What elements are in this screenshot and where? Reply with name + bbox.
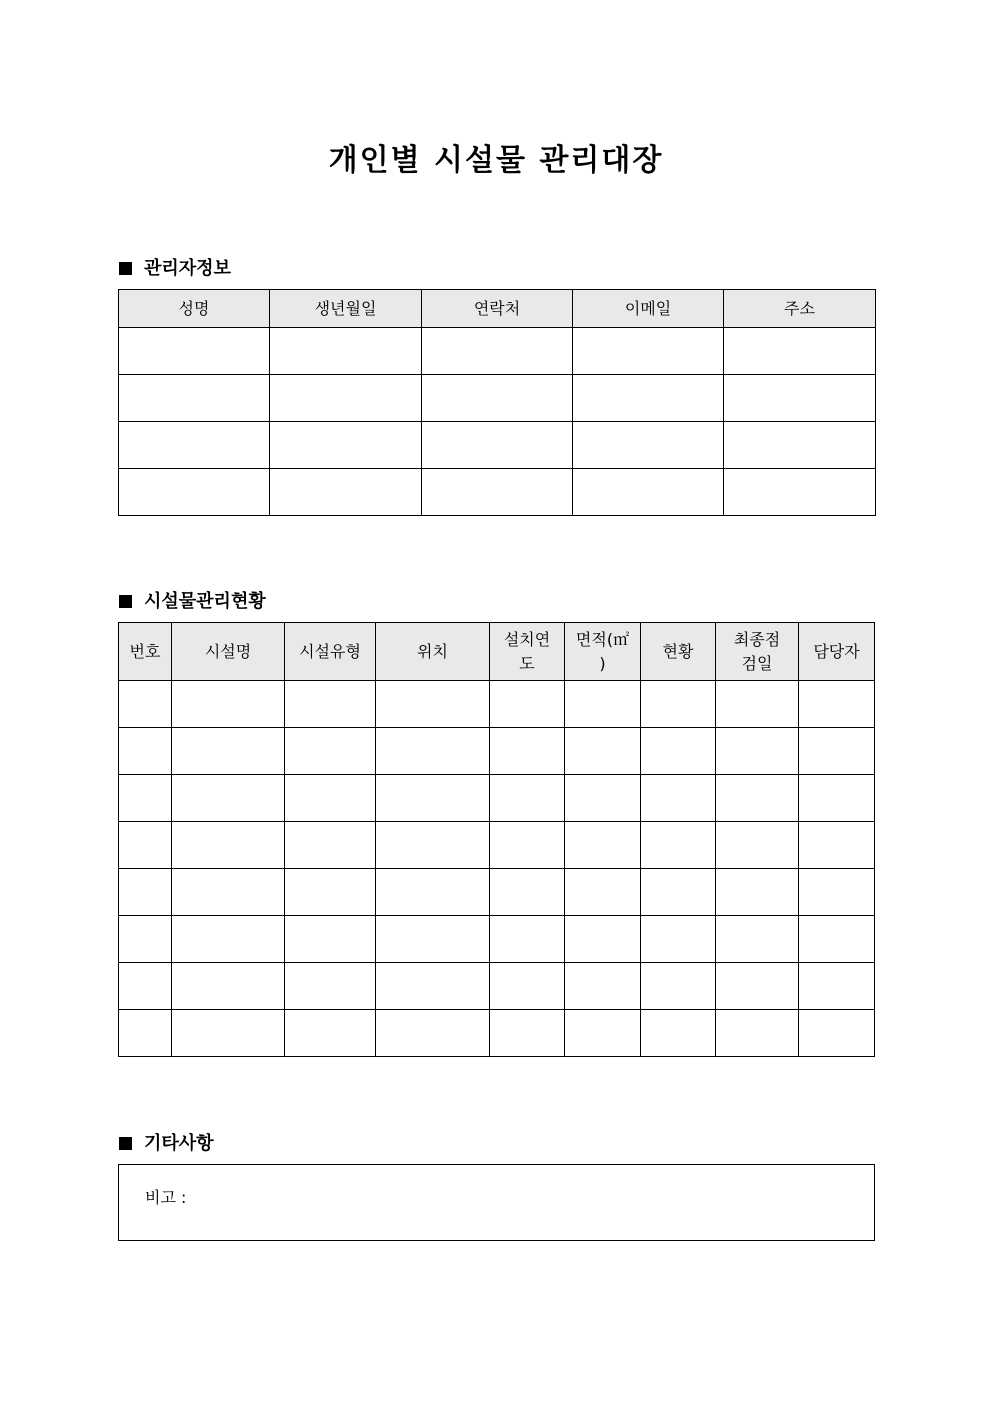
- facility-cell[interactable]: [799, 963, 875, 1010]
- section-heading-manager-info: 관리자정보: [119, 254, 231, 280]
- facility-cell[interactable]: [172, 822, 285, 869]
- facility-cell[interactable]: [565, 775, 641, 822]
- facility-cell[interactable]: [119, 869, 172, 916]
- page-title: 개인별 시설물 관리대장: [328, 143, 664, 178]
- facility-cell[interactable]: [119, 963, 172, 1010]
- header-address: 주소: [724, 290, 876, 328]
- manager-info-cell[interactable]: [573, 469, 724, 516]
- facility-cell[interactable]: [641, 681, 716, 728]
- header-email: 이메일: [573, 290, 724, 328]
- manager-info-row: [119, 422, 876, 469]
- facility-cell[interactable]: [641, 1010, 716, 1057]
- header-birthdate: 생년월일: [270, 290, 422, 328]
- facility-cell[interactable]: [376, 775, 490, 822]
- facility-row: [119, 1010, 875, 1057]
- manager-info-cell[interactable]: [119, 422, 270, 469]
- header-last-inspection: 최종점 검일: [716, 623, 799, 681]
- header-manager: 담당자: [799, 623, 875, 681]
- header-install-year: 설치연 도: [490, 623, 565, 681]
- manager-info-cell[interactable]: [724, 422, 876, 469]
- facility-cell[interactable]: [799, 869, 875, 916]
- facility-row: [119, 916, 875, 963]
- facility-cell[interactable]: [172, 681, 285, 728]
- facility-cell[interactable]: [490, 728, 565, 775]
- header-number: 번호: [119, 623, 172, 681]
- manager-info-row: [119, 469, 876, 516]
- header-status: 현황: [641, 623, 716, 681]
- facility-cell[interactable]: [641, 775, 716, 822]
- facility-cell[interactable]: [716, 775, 799, 822]
- facility-cell[interactable]: [376, 869, 490, 916]
- facility-cell[interactable]: [376, 916, 490, 963]
- square-bullet-icon: [119, 595, 132, 608]
- facility-row: [119, 681, 875, 728]
- manager-info-cell[interactable]: [422, 422, 573, 469]
- manager-info-cell[interactable]: [119, 328, 270, 375]
- facility-cell[interactable]: [565, 728, 641, 775]
- facility-row: [119, 822, 875, 869]
- facility-cell[interactable]: [490, 775, 565, 822]
- facility-cell[interactable]: [716, 916, 799, 963]
- facility-cell[interactable]: [285, 775, 376, 822]
- remarks-box[interactable]: [118, 1164, 875, 1241]
- manager-info-cell[interactable]: [724, 375, 876, 422]
- facility-cell[interactable]: [716, 963, 799, 1010]
- manager-info-cell[interactable]: [270, 328, 422, 375]
- facility-cell[interactable]: [172, 775, 285, 822]
- facility-cell[interactable]: [119, 916, 172, 963]
- facility-cell[interactable]: [285, 869, 376, 916]
- manager-info-cell[interactable]: [119, 375, 270, 422]
- facility-management-table: [118, 622, 875, 1057]
- facility-cell[interactable]: [490, 916, 565, 963]
- manager-info-cell[interactable]: [119, 469, 270, 516]
- facility-cell[interactable]: [490, 963, 565, 1010]
- facility-cell[interactable]: [716, 822, 799, 869]
- section-heading-other: 기타사항: [119, 1129, 214, 1155]
- manager-info-cell[interactable]: [270, 375, 422, 422]
- manager-info-cell[interactable]: [422, 375, 573, 422]
- facility-cell[interactable]: [172, 869, 285, 916]
- remarks-label: 비고 :: [145, 1188, 187, 1207]
- facility-cell[interactable]: [285, 681, 376, 728]
- facility-cell[interactable]: [799, 681, 875, 728]
- facility-cell[interactable]: [799, 728, 875, 775]
- facility-row: [119, 869, 875, 916]
- facility-cell[interactable]: [641, 869, 716, 916]
- facility-cell[interactable]: [565, 869, 641, 916]
- facility-cell[interactable]: [376, 728, 490, 775]
- facility-cell[interactable]: [799, 916, 875, 963]
- facility-cell[interactable]: [285, 963, 376, 1010]
- facility-cell[interactable]: [641, 822, 716, 869]
- facility-cell[interactable]: [172, 916, 285, 963]
- manager-info-row: [119, 375, 876, 422]
- facility-cell[interactable]: [285, 728, 376, 775]
- header-name: 성명: [119, 290, 270, 328]
- facility-cell[interactable]: [376, 963, 490, 1010]
- square-bullet-icon: [119, 1137, 132, 1150]
- facility-cell[interactable]: [119, 775, 172, 822]
- manager-info-cell[interactable]: [724, 328, 876, 375]
- facility-cell[interactable]: [799, 822, 875, 869]
- facility-row: [119, 775, 875, 822]
- facility-cell[interactable]: [119, 822, 172, 869]
- facility-cell[interactable]: [376, 1010, 490, 1057]
- facility-cell[interactable]: [376, 822, 490, 869]
- facility-cell[interactable]: [716, 1010, 799, 1057]
- facility-cell[interactable]: [565, 963, 641, 1010]
- manager-info-cell[interactable]: [724, 469, 876, 516]
- facility-cell[interactable]: [172, 1010, 285, 1057]
- manager-info-row: [119, 328, 876, 375]
- facility-cell[interactable]: [490, 822, 565, 869]
- facility-cell[interactable]: [490, 681, 565, 728]
- header-area: 면적(㎡ ): [565, 623, 641, 681]
- header-facility-name: 시설명: [172, 623, 285, 681]
- facility-cell[interactable]: [799, 775, 875, 822]
- facility-cell[interactable]: [565, 681, 641, 728]
- header-location: 위치: [376, 623, 490, 681]
- manager-info-cell[interactable]: [573, 328, 724, 375]
- facility-row: [119, 728, 875, 775]
- manager-info-cell[interactable]: [573, 375, 724, 422]
- header-contact: 연락처: [422, 290, 573, 328]
- facility-cell[interactable]: [716, 681, 799, 728]
- facility-cell[interactable]: [565, 822, 641, 869]
- square-bullet-icon: [119, 262, 132, 275]
- facility-cell[interactable]: [172, 728, 285, 775]
- facility-cell[interactable]: [172, 963, 285, 1010]
- facility-cell[interactable]: [376, 681, 490, 728]
- facility-cell[interactable]: [565, 916, 641, 963]
- facility-cell[interactable]: [716, 869, 799, 916]
- facility-cell[interactable]: [799, 1010, 875, 1057]
- header-facility-type: 시설유형: [285, 623, 376, 681]
- manager-info-cell[interactable]: [270, 469, 422, 516]
- manager-info-cell[interactable]: [573, 422, 724, 469]
- facility-cell[interactable]: [490, 869, 565, 916]
- facility-cell[interactable]: [641, 916, 716, 963]
- manager-info-cell[interactable]: [270, 422, 422, 469]
- facility-cell[interactable]: [716, 728, 799, 775]
- manager-info-table: [118, 289, 876, 516]
- facility-cell[interactable]: [641, 963, 716, 1010]
- facility-cell[interactable]: [285, 1010, 376, 1057]
- facility-row: [119, 963, 875, 1010]
- facility-cell[interactable]: [490, 1010, 565, 1057]
- facility-cell[interactable]: [119, 681, 172, 728]
- facility-cell[interactable]: [641, 728, 716, 775]
- facility-cell[interactable]: [119, 1010, 172, 1057]
- manager-info-cell[interactable]: [422, 469, 573, 516]
- section-heading-facility-status: 시설물관리현황: [119, 587, 266, 613]
- facility-cell[interactable]: [285, 822, 376, 869]
- facility-cell[interactable]: [565, 1010, 641, 1057]
- facility-cell[interactable]: [285, 916, 376, 963]
- manager-info-cell[interactable]: [422, 328, 573, 375]
- facility-cell[interactable]: [119, 728, 172, 775]
